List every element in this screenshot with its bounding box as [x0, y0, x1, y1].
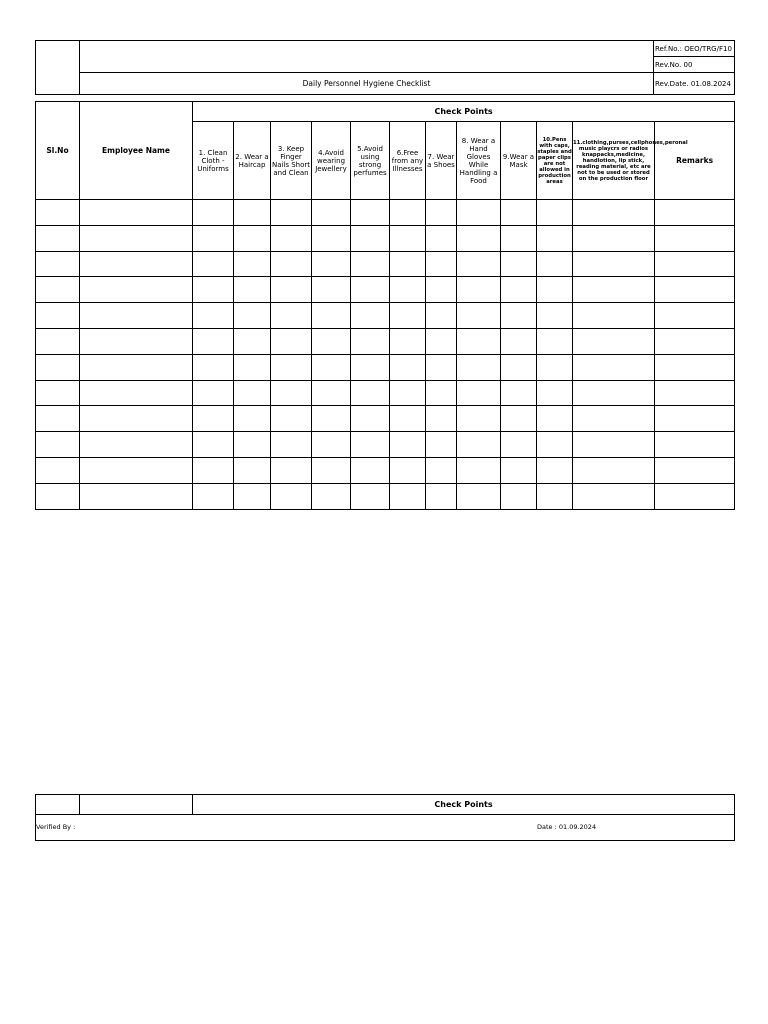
table-cell[interactable]	[390, 225, 426, 251]
table-cell[interactable]	[312, 328, 351, 354]
table-cell[interactable]	[234, 432, 271, 458]
table-cell[interactable]	[351, 432, 390, 458]
table-row	[36, 457, 735, 483]
table-cell[interactable]	[426, 406, 457, 432]
table-cell[interactable]	[655, 200, 735, 226]
table-cell[interactable]	[234, 277, 271, 303]
point-1-header: 1. Clean Cloth - Uniforms	[193, 122, 234, 200]
table-row	[36, 406, 735, 432]
rev-date: Rev.Date. 01.08.2024	[654, 73, 735, 95]
table-cell[interactable]	[351, 380, 390, 406]
table-cell[interactable]	[501, 432, 537, 458]
table-cell[interactable]	[390, 303, 426, 329]
table-cell[interactable]	[36, 277, 80, 303]
table-cell[interactable]	[390, 277, 426, 303]
point-9-header: 9.Wear a Mask	[501, 122, 537, 200]
table-cell[interactable]	[573, 380, 655, 406]
table-cell[interactable]	[36, 225, 80, 251]
table-cell[interactable]	[36, 303, 80, 329]
table-cell[interactable]	[80, 328, 193, 354]
table-cell[interactable]	[501, 457, 537, 483]
table-cell[interactable]	[312, 432, 351, 458]
table-cell[interactable]	[426, 457, 457, 483]
table-cell[interactable]	[312, 303, 351, 329]
table-cell[interactable]	[501, 251, 537, 277]
table-cell[interactable]	[271, 432, 312, 458]
table-cell[interactable]	[36, 483, 80, 509]
table-cell[interactable]	[80, 251, 193, 277]
remarks-header: Remarks	[655, 122, 735, 200]
table-cell[interactable]	[573, 483, 655, 509]
check-points-header: Check Points	[193, 102, 735, 122]
table-cell[interactable]	[193, 303, 234, 329]
point-5-header: 5.Avoid using strong perfumes	[351, 122, 390, 200]
table-row	[36, 354, 735, 380]
table-cell[interactable]	[36, 457, 80, 483]
table-cell[interactable]	[655, 406, 735, 432]
table-cell[interactable]	[457, 432, 501, 458]
table-cell[interactable]	[655, 457, 735, 483]
table-cell[interactable]	[573, 406, 655, 432]
table-cell[interactable]	[457, 457, 501, 483]
table-cell[interactable]	[457, 251, 501, 277]
table-cell[interactable]	[501, 200, 537, 226]
ref-no: Ref.No.: OEO/TRG/F10	[654, 41, 735, 57]
header-blank-cell	[80, 41, 654, 73]
document-header	[35, 40, 735, 95]
table-cell[interactable]	[312, 200, 351, 226]
table-cell[interactable]	[193, 328, 234, 354]
table-cell[interactable]	[193, 200, 234, 226]
table-cell[interactable]	[312, 251, 351, 277]
table-cell[interactable]	[457, 406, 501, 432]
table-cell[interactable]	[390, 483, 426, 509]
table-cell[interactable]	[655, 251, 735, 277]
table-cell[interactable]	[537, 432, 573, 458]
point-3-header: 3. Keep Finger Nails Short and Clean	[271, 122, 312, 200]
table-cell[interactable]	[36, 251, 80, 277]
table-cell[interactable]	[426, 277, 457, 303]
table-cell[interactable]	[390, 354, 426, 380]
table-row	[36, 277, 735, 303]
table-cell[interactable]	[80, 225, 193, 251]
table-cell[interactable]	[193, 432, 234, 458]
table-cell[interactable]	[390, 457, 426, 483]
table-cell[interactable]	[234, 354, 271, 380]
table-cell[interactable]	[312, 483, 351, 509]
table-cell[interactable]	[80, 277, 193, 303]
table-cell[interactable]	[457, 328, 501, 354]
table-cell[interactable]	[351, 457, 390, 483]
table-cell[interactable]	[457, 303, 501, 329]
table-cell[interactable]	[80, 380, 193, 406]
verified-by-label: Verified By :	[36, 823, 76, 831]
table-cell[interactable]	[234, 225, 271, 251]
table-cell[interactable]	[390, 200, 426, 226]
point-7-header: 7. Wear a Shoes	[426, 122, 457, 200]
table-cell[interactable]	[36, 354, 80, 380]
table-cell[interactable]	[537, 303, 573, 329]
date-label: Date : 01.09.2024	[537, 823, 597, 831]
table-cell[interactable]	[426, 225, 457, 251]
table-cell[interactable]	[457, 277, 501, 303]
table-cell[interactable]	[390, 406, 426, 432]
table-cell[interactable]	[537, 406, 573, 432]
table-cell[interactable]	[80, 406, 193, 432]
table-cell[interactable]	[271, 251, 312, 277]
table-cell[interactable]	[36, 200, 80, 226]
table-cell[interactable]	[655, 225, 735, 251]
table-cell[interactable]	[537, 225, 573, 251]
table-cell[interactable]	[36, 432, 80, 458]
table-cell[interactable]	[193, 225, 234, 251]
table-cell[interactable]	[457, 380, 501, 406]
point-4-header: 4.Avoid wearing Jewellery	[312, 122, 351, 200]
table-cell[interactable]	[655, 380, 735, 406]
table-cell[interactable]	[501, 277, 537, 303]
table-cell[interactable]	[312, 225, 351, 251]
table-cell[interactable]	[351, 303, 390, 329]
table-cell[interactable]	[537, 483, 573, 509]
table-cell[interactable]	[351, 225, 390, 251]
verified-by-signature-line	[35, 840, 271, 841]
table-cell[interactable]	[80, 354, 193, 380]
table-cell[interactable]	[193, 457, 234, 483]
table-cell[interactable]	[80, 200, 193, 226]
table-cell[interactable]	[655, 277, 735, 303]
table-cell[interactable]	[193, 406, 234, 432]
table-cell[interactable]	[312, 406, 351, 432]
point-6-header: 6.Free from any Illnesses	[390, 122, 426, 200]
table-cell[interactable]	[537, 200, 573, 226]
table-cell[interactable]	[80, 457, 193, 483]
table-cell[interactable]	[271, 483, 312, 509]
table-cell[interactable]	[426, 328, 457, 354]
table-cell[interactable]	[655, 483, 735, 509]
table-cell[interactable]	[234, 328, 271, 354]
table-cell[interactable]	[426, 200, 457, 226]
table-row	[36, 303, 735, 329]
table-cell[interactable]	[537, 251, 573, 277]
footer-table	[35, 794, 735, 815]
table-cell[interactable]	[573, 200, 655, 226]
table-cell[interactable]	[537, 457, 573, 483]
table-cell[interactable]	[271, 328, 312, 354]
table-cell[interactable]	[390, 380, 426, 406]
table-cell[interactable]	[234, 200, 271, 226]
table-cell[interactable]	[573, 328, 655, 354]
table-cell[interactable]	[312, 277, 351, 303]
checklist-body	[36, 200, 735, 510]
table-cell[interactable]	[655, 328, 735, 354]
table-cell[interactable]	[655, 354, 735, 380]
col-employee-header: Employee Name	[80, 102, 193, 200]
table-cell[interactable]	[573, 457, 655, 483]
point-8-header: 8. Wear a Hand Gloves While Handling a Food	[457, 122, 501, 200]
verification-box	[35, 814, 735, 841]
table-cell[interactable]	[271, 380, 312, 406]
table-cell[interactable]	[351, 328, 390, 354]
footer-blank-cell-1	[36, 795, 80, 815]
table-cell[interactable]	[271, 277, 312, 303]
table-cell[interactable]	[573, 251, 655, 277]
table-row	[36, 225, 735, 251]
table-cell[interactable]	[234, 380, 271, 406]
table-cell[interactable]	[271, 200, 312, 226]
table-cell[interactable]	[271, 303, 312, 329]
table-cell[interactable]	[351, 277, 390, 303]
table-cell[interactable]	[426, 432, 457, 458]
table-cell[interactable]	[655, 303, 735, 329]
table-cell[interactable]	[537, 328, 573, 354]
footer-blank-cell-2	[80, 795, 193, 815]
table-cell[interactable]	[390, 432, 426, 458]
table-cell[interactable]	[271, 406, 312, 432]
table-cell[interactable]	[234, 251, 271, 277]
table-cell[interactable]	[36, 380, 80, 406]
table-cell[interactable]	[537, 380, 573, 406]
table-cell[interactable]	[312, 457, 351, 483]
table-cell[interactable]	[271, 354, 312, 380]
table-cell[interactable]	[573, 277, 655, 303]
table-cell[interactable]	[80, 303, 193, 329]
table-cell[interactable]	[537, 354, 573, 380]
table-cell[interactable]	[501, 328, 537, 354]
table-cell[interactable]	[426, 354, 457, 380]
table-cell[interactable]	[457, 354, 501, 380]
logo-cell	[36, 41, 80, 95]
point-2-header: 2. Wear a Haircap	[234, 122, 271, 200]
table-cell[interactable]	[426, 251, 457, 277]
table-cell[interactable]	[457, 225, 501, 251]
table-cell[interactable]	[234, 303, 271, 329]
table-cell[interactable]	[457, 483, 501, 509]
col-slno-header: Sl.No	[36, 102, 80, 200]
table-cell[interactable]	[501, 483, 537, 509]
table-row	[36, 328, 735, 354]
table-cell[interactable]	[390, 251, 426, 277]
table-cell[interactable]	[501, 303, 537, 329]
table-cell[interactable]	[351, 251, 390, 277]
table-cell[interactable]	[501, 380, 537, 406]
table-cell[interactable]	[193, 354, 234, 380]
table-cell[interactable]	[426, 380, 457, 406]
table-cell[interactable]	[351, 354, 390, 380]
table-cell[interactable]	[426, 303, 457, 329]
table-cell[interactable]	[573, 303, 655, 329]
table-cell[interactable]	[501, 354, 537, 380]
table-cell[interactable]	[234, 406, 271, 432]
table-cell[interactable]	[501, 225, 537, 251]
table-cell[interactable]	[537, 277, 573, 303]
table-cell[interactable]	[193, 277, 234, 303]
document-title: Daily Personnel Hygiene Checklist	[80, 73, 654, 95]
table-cell[interactable]	[271, 457, 312, 483]
table-row	[36, 251, 735, 277]
table-cell[interactable]	[655, 432, 735, 458]
table-cell[interactable]	[36, 328, 80, 354]
table-cell[interactable]	[80, 483, 193, 509]
table-cell[interactable]	[193, 251, 234, 277]
table-cell[interactable]	[351, 200, 390, 226]
table-cell[interactable]	[80, 432, 193, 458]
table-cell[interactable]	[573, 354, 655, 380]
table-cell[interactable]	[234, 457, 271, 483]
table-cell[interactable]	[312, 354, 351, 380]
point-10-header: 10.Pens with caps, staples and paper clips are not allowed in production areas	[537, 122, 573, 200]
table-cell[interactable]	[193, 380, 234, 406]
point-11-header: 11.clothing,purses,cellphones,peronal music playcrs or radios knappacks,medicine, handlotion, lip stick, reading material, etc are not to be used or stored on the production floor	[573, 122, 655, 200]
table-cell[interactable]	[501, 406, 537, 432]
table-cell[interactable]	[234, 483, 271, 509]
date-signature-line	[311, 840, 734, 841]
table-cell[interactable]	[457, 200, 501, 226]
footer-check-points: Check Points	[193, 795, 735, 815]
table-cell[interactable]	[573, 225, 655, 251]
table-cell[interactable]	[193, 483, 234, 509]
table-cell[interactable]	[271, 225, 312, 251]
table-row	[36, 432, 735, 458]
rev-no: Rev.No. 00	[654, 57, 735, 73]
table-row	[36, 483, 735, 509]
table-cell[interactable]	[36, 406, 80, 432]
table-cell[interactable]	[426, 483, 457, 509]
table-row	[36, 380, 735, 406]
table-cell[interactable]	[390, 328, 426, 354]
table-cell[interactable]	[351, 483, 390, 509]
table-row	[36, 200, 735, 226]
table-cell[interactable]	[573, 432, 655, 458]
table-cell[interactable]	[312, 380, 351, 406]
table-cell[interactable]	[351, 406, 390, 432]
checklist-table	[35, 101, 735, 510]
